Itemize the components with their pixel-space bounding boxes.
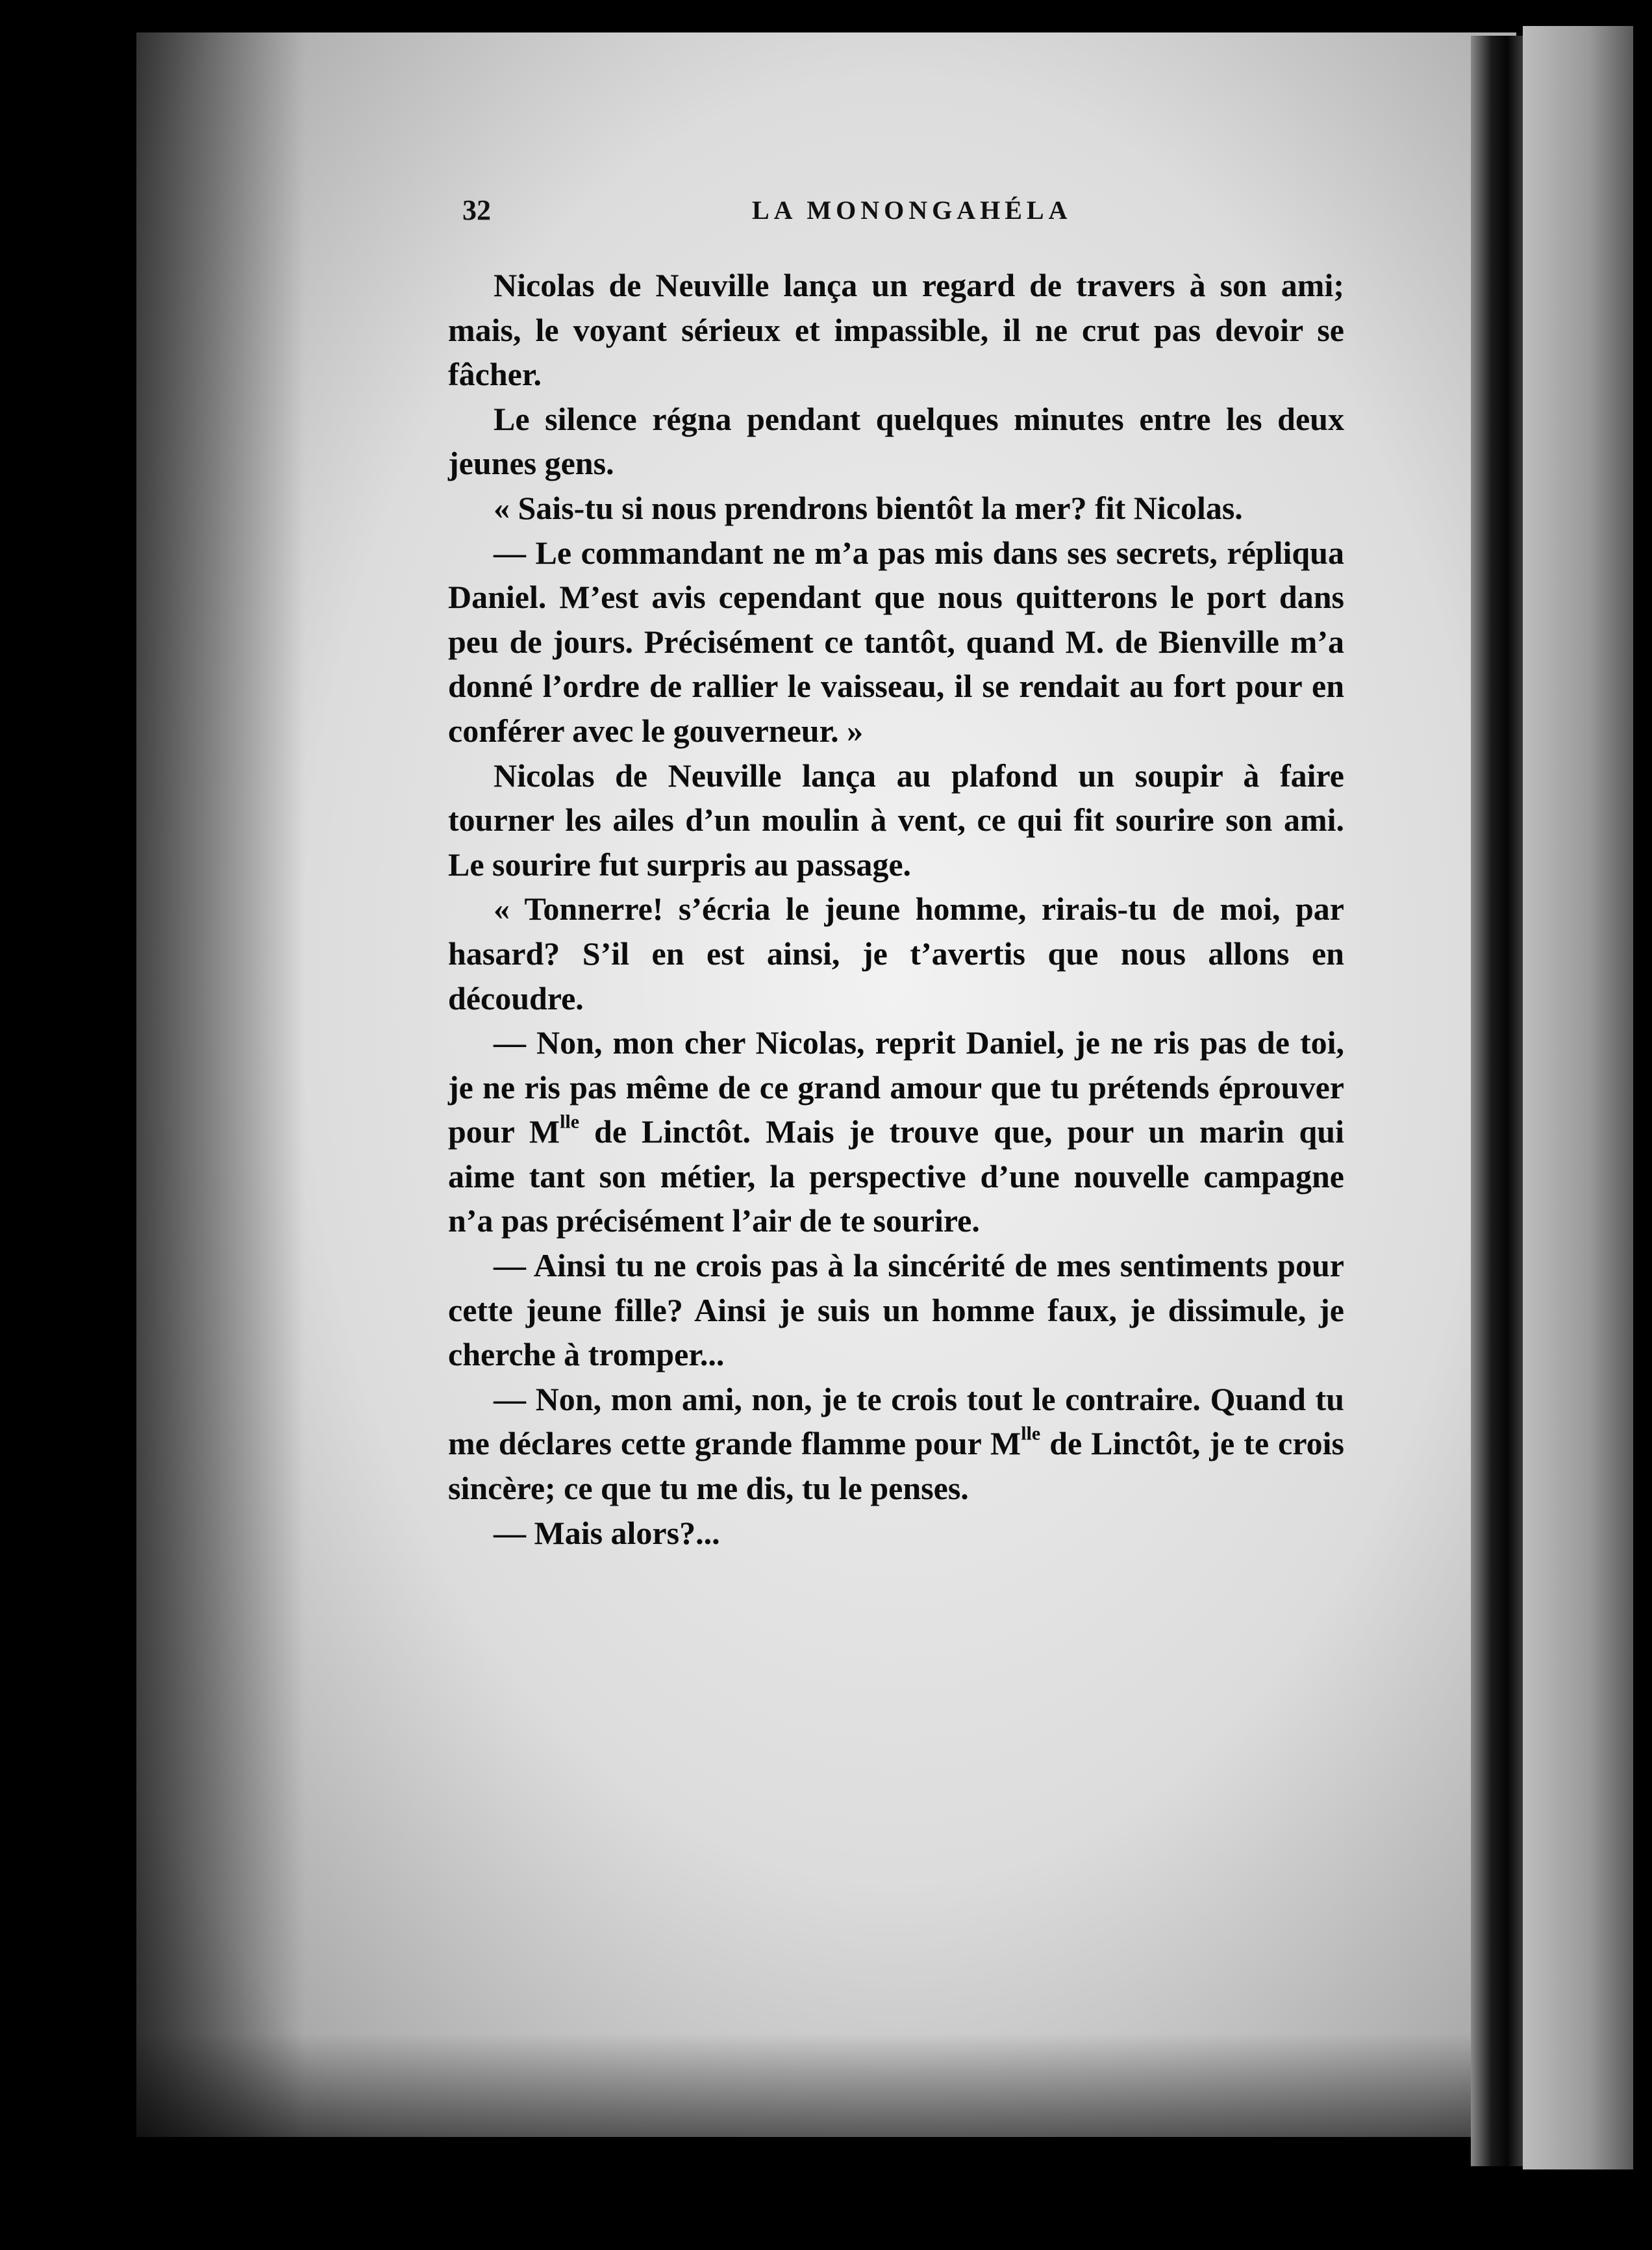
page-number: 32 [462,194,491,226]
paragraph-text: de Linctôt. Mais je trouve que, pour un marin qui aime tant son métier, la perspective d’une nouvelle campagne n’a pas précisément l’air de te sourire. [448,1113,1344,1239]
book-gutter [1471,36,1523,2166]
paragraph-text: — Non, mon cher Nicolas, reprit Daniel, je ne ris pas de toi, je ne ris pas même de ce grand amour que tu prétends éprouver pour M [448,1024,1344,1150]
paragraph-text: — Non, mon ami, non, je te crois tout le contraire. Quand tu me déclares cette grande flamme pour M [448,1380,1344,1462]
body-text [448,263,1344,1555]
facing-page-edge [1523,26,1633,2169]
paragraph-text: de Linctôt, je te crois sincère; ce que tu me dis, tu le penses. [448,1425,1344,1507]
paragraph: Le silence régna pendant quelques minutes entre les deux jeunes gens. [448,400,1344,482]
paragraph [448,1020,1344,1243]
paragraph [448,1377,1344,1511]
paragraph: Nicolas de Neuville lança un regard de travers à son ami; mais, le voyant sérieux et impassible, il ne crut pas devoir se fâcher. [448,267,1344,393]
paragraph: Nicolas de Neuville lança au plafond un soupir à faire tourner les ailes d’un moulin à vent, ce qui fit sourire son ami. Le sourire fut surpris au passage. [448,757,1344,883]
paragraph: « Sais-tu si nous prendrons bientôt la mer? fit Nicolas. [494,489,1243,526]
paragraph: « Tonnerre! s’écria le jeune homme, rirais-tu de moi, par hasard? S’il en est ainsi, je t’avertis que nous allons en découdre. [448,891,1344,1017]
paragraph: — Le commandant ne m’a pas mis dans ses secrets, répliqua Daniel. M’est avis cependant que nous quitterons le port dans peu de jours. Précisément ce tantôt, quand M. de Bienville m’a donné l’ordre de rallier le vaisseau, il se rendait au fort pour en conférer avec le gouverneur. » [448,534,1344,749]
paragraph: — Mais alors?... [494,1514,720,1551]
superscript: lle [560,1111,580,1133]
running-title: LA MONONGAHÉLA [752,196,1072,225]
paragraph: — Ainsi tu ne crois pas à la sincérité de mes sentiments pour cette jeune fille? Ainsi je suis un homme faux, je dissimule, je cherche à tromper... [448,1247,1344,1373]
page-header [462,194,1501,233]
superscript: lle [1021,1422,1041,1445]
